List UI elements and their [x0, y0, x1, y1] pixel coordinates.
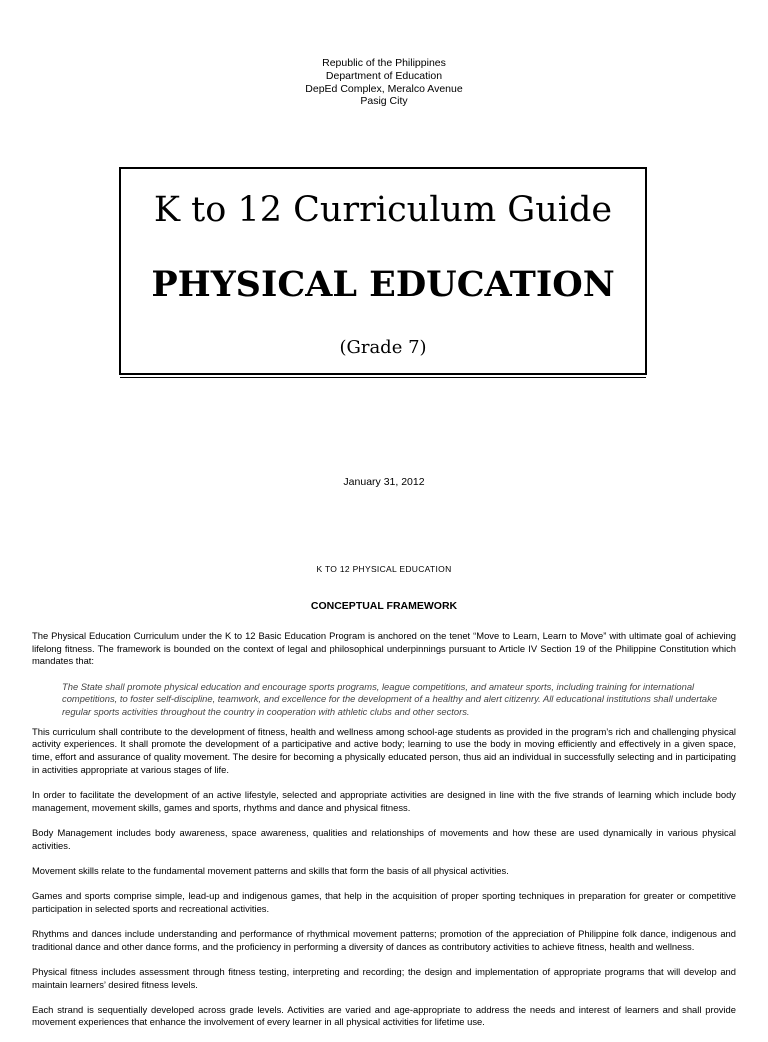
- paragraph-strands: In order to facilitate the development of an active lifestyle, selected and appropriate activities are designed in line with the five strands of learning which include body management, movement skills, games and sports, rhythms and dance and physical fitness.: [32, 789, 736, 813]
- document-title: K to 12 Curriculum Guide: [153, 190, 613, 230]
- paragraph-curriculum: This curriculum shall contribute to the development of fitness, health and wellness among school-age students as provided in the program’s rich and challenging physical activity experiences. It shall promote the development of a participative and active body; learning to use the body in moving efficiently and effectively in a given space, time, effort and assurance of quality movement. The desire for becoming a physically educated person, thus aid an individual in successfully selecting and in participating in activities appropriate at various stages of life.: [32, 725, 736, 775]
- subject-title: PHYSICAL EDUCATION: [151, 264, 615, 305]
- constitution-quote: The State shall promote physical education and encourage sports programs, league competitions, and amateur sports, including training for international competitions, to foster self-discipline, teamwork, and excellence for the development of a healthy and alert citizenry. All educational institutions shall undertake regular sports activities throughout the country in cooperation with athletic clubs and other sectors.: [62, 680, 718, 718]
- section-label: K TO 12 PHYSICAL EDUCATION: [316, 564, 452, 574]
- agency-header: [0, 57, 768, 108]
- header-line-address: DepEd Complex, Meralco Avenue: [305, 82, 463, 95]
- paragraph-games-sports: Games and sports comprise simple, lead-up and indigenous games, that help in the acquisition of proper sporting techniques in preparation for greater or competitive participation in selected sports and recreational activities.: [32, 890, 736, 914]
- title-box: [119, 167, 647, 375]
- header-line-republic: Republic of the Philippines: [322, 57, 446, 69]
- paragraph-physical-fitness: Physical fitness includes assessment through fitness testing, interpreting and recording; the design and implementation of appropriate programs that will develop and maintain learners’ desired fitness levels.: [32, 965, 736, 990]
- paragraph-movement-skills: Movement skills relate to the fundamental movement patterns and skills that form the basis of all physical activities.: [32, 864, 509, 876]
- document-date: January 31, 2012: [343, 476, 425, 488]
- section-heading: CONCEPTUAL FRAMEWORK: [310, 600, 458, 612]
- grade-label: (Grade 7): [339, 337, 427, 358]
- header-line-department: Department of Education: [325, 69, 443, 82]
- paragraph-intro: The Physical Education Curriculum under the K to 12 Basic Education Program is anchored on the tenet “Move to Learn, Learn to Move” with ultimate goal of achieving lifelong fitness. The framework is bounded on the context of legal and philosophical underpinnings pursuant to Article IV Section 19 of the Philippine Constitution which mandates that:: [32, 630, 736, 667]
- paragraph-rhythms-dances: Rhythms and dances include understanding and performance of rhythmical movement patterns; promotion of the appreciation of Philippine folk dance, indigenous and traditional dance and other dance forms, and the proficiency in performing a diversity of dances as contributory activities to achieve fitness, health and wellness.: [32, 927, 736, 952]
- header-line-city: Pasig City: [360, 95, 408, 108]
- paragraph-sequence: Each strand is sequentially developed across grade levels. Activities are varied and age-appropriate to address the needs and interest of learners and shall provide movement experiences that enhance the involvement of every learner in all physical activities for lifetime use.: [32, 1003, 736, 1028]
- paragraph-body-management: Body Management includes body awareness, space awareness, qualities and relationships of movements and how these are used dynamically in various physical activities.: [32, 826, 736, 851]
- framework-body: [32, 630, 736, 1042]
